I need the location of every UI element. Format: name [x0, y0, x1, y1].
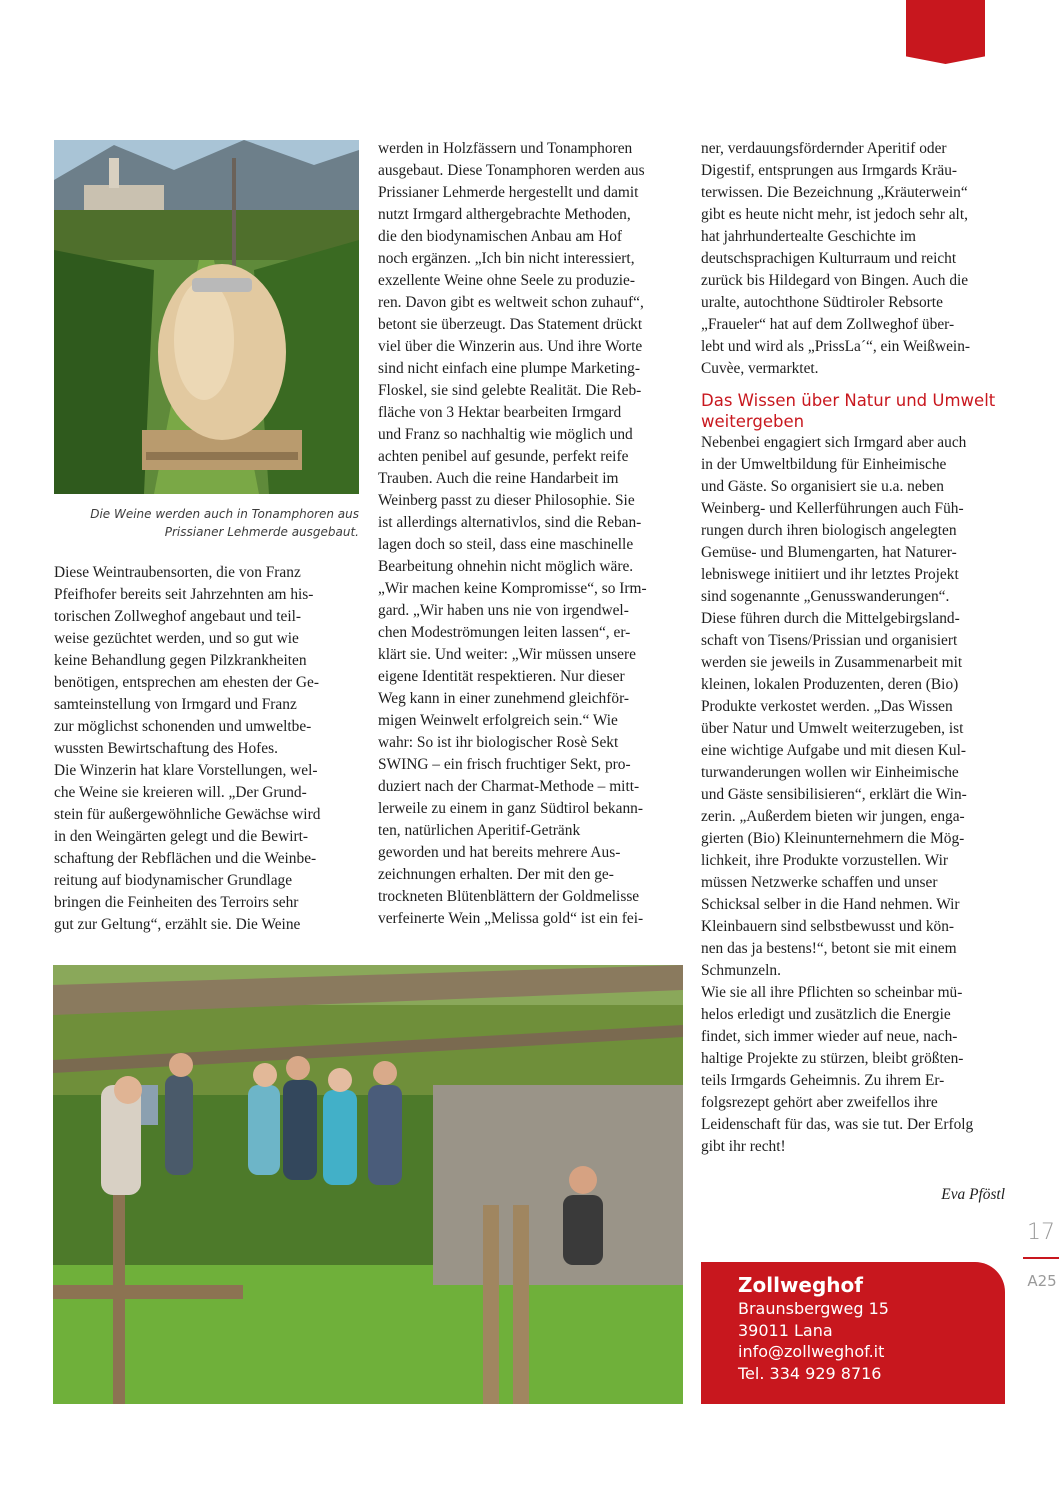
text-line: lerweile zu einem in ganz Südtirol bekann-: [378, 800, 643, 817]
contact-email[interactable]: info@zollweghof.it: [738, 1342, 885, 1361]
text-line: Nebenbei engagiert sich Irmgard aber auch: [701, 434, 967, 451]
text-line: wussten Bewirtschaftung des Hofes.: [54, 740, 278, 757]
author-byline: Eva Pföstl: [941, 1186, 1005, 1203]
text-line: geworden und hat bereits mehrere Aus-: [378, 844, 621, 861]
text-line: und Gäste. So organisiert sie u.a. neben: [701, 478, 944, 495]
text-line: nutzt Irmgard althergebrachte Methoden,: [378, 206, 631, 223]
text-line: Diese Weintraubensorten, die von Franz: [54, 564, 301, 581]
text-line: noch ergänzen. „Ich bin nicht interessiert,: [378, 250, 635, 267]
section-subheading: [701, 390, 1007, 432]
text-line: gut zur Geltung“, erzählt sie. Die Weine: [54, 916, 301, 933]
contact-phone[interactable]: Tel. 334 929 8716: [738, 1363, 882, 1383]
text-line: turwanderungen wollen wir Einheimische: [701, 764, 959, 781]
text-line: Cuvèe, vermarktet.: [701, 360, 819, 377]
text-line: terwissen. Die Bezeichnung „Kräuterwein“: [701, 184, 968, 201]
text-line: werden sie jeweils in Zusammenarbeit mit: [701, 654, 963, 671]
text-line: bringen die Feinheiten des Terroirs sehr: [54, 894, 299, 911]
text-line: fläche von 3 Hektar bearbeiten Irmgard: [378, 404, 622, 421]
text-line: che Weine sie kreieren will. „Der Grund-: [54, 784, 307, 801]
text-line: torischen Zollweghof angebaut und teil-: [54, 608, 302, 625]
page-code: A25: [1027, 1272, 1057, 1290]
text-line: lagen doch so steil, dass eine maschinelle: [378, 536, 634, 553]
text-line: Wie sie all ihre Pflichten so scheinbar mü-: [701, 984, 963, 1001]
text-line: teils Irmgards Geheimnis. Zu ihrem Er-: [701, 1072, 945, 1089]
text-line: exzellente Weine ohne Seele zu produzie-: [378, 272, 636, 289]
text-line: samteinstellung von Irmgard und Franz: [54, 696, 297, 713]
text-line: Weinberg- und Kellerführungen auch Füh-: [701, 500, 964, 517]
text-line: stein für außergewöhnliche Gewächse wird: [54, 806, 321, 823]
text-line: migen Weinwelt erfolgreich sein.“ Wie: [378, 712, 618, 729]
caption-line: Prissianer Lehmerde ausgebaut.: [164, 525, 359, 539]
text-line: schaft von Tisens/Prissian und organisiert: [701, 632, 958, 649]
group-photo: [53, 965, 683, 1404]
text-line: Produkte verkostet werden. „Das Wissen: [701, 698, 953, 715]
text-line: ten, natürlichen Aperitif-Getränk: [378, 822, 581, 839]
text-line: haltige Projekte zu stürzen, bleibt größten-: [701, 1050, 964, 1067]
text-line: Die Winzerin hat klare Vorstellungen, wel-: [54, 762, 318, 779]
text-line: folgsrezept gehört aber zweifellos ihre: [701, 1094, 938, 1111]
text-line: chen Modeströmungen leiten lassen“, er-: [378, 624, 631, 641]
text-line: ren. Davon gibt es weltweit schon zuhauf“,: [378, 294, 644, 311]
text-line: Kleinbauern sind selbstbewusst und kön-: [701, 918, 955, 935]
text-line: Leidenschaft für das, was sie tut. Der Erfolg: [701, 1116, 974, 1133]
contact-name: Zollweghof: [738, 1273, 863, 1297]
text-line: sind sogenannte „Genusswanderungen“.: [701, 588, 950, 605]
text-line: kleinen, lokalen Produzenten, deren (Bio): [701, 676, 959, 693]
text-line: rungen durch ihren biologisch angelegten: [701, 522, 957, 539]
text-line: reitung auf biodynamischer Grundlage: [54, 872, 293, 889]
text-line: keine Behandlung gegen Pilzkrankheiten: [54, 652, 307, 669]
text-line: gierten (Bio) Kleinunternehmern die Mög-: [701, 830, 965, 847]
text-line: müssen Netzwerke schaffen und unser: [701, 874, 938, 891]
text-line: weise gezüchtet werden, und so gut wie: [54, 630, 299, 647]
text-line: Bearbeitung ohnehin nicht möglich wäre.: [378, 558, 634, 575]
text-line: Floskel, sie sind gelebte Realität. Die Reb-: [378, 382, 642, 399]
text-line: lebniswege initiiert und ihr letztes Projekt: [701, 566, 959, 583]
contact-street: Braunsbergweg 15: [738, 1299, 889, 1318]
amphora-photo-caption: [54, 505, 359, 541]
text-line: zurück bis Hildegard von Bingen. Auch die: [701, 272, 969, 289]
text-line: findet, sich immer wieder auf neue, nach-: [701, 1028, 958, 1045]
text-line: Diese führen durch die Mittelgebirgsland-: [701, 610, 960, 627]
text-line: wahr: So ist ihr biologischer Rosè Sekt: [378, 734, 619, 751]
article-column-3: [701, 138, 1007, 1158]
text-line: gibt ihr recht!: [701, 1138, 786, 1155]
text-line: helos erledigt und zusätzlich die Energie: [701, 1006, 951, 1023]
text-line: gard. „Wir haben uns nie von irgendwel-: [378, 602, 629, 619]
text-line: achten penibel auf gesunde, perfekt reife: [378, 448, 629, 465]
text-line: verfeinerte Wein „Melissa gold“ ist ein fei-: [378, 910, 644, 927]
page-number: 17: [1027, 1220, 1055, 1245]
text-line: zerin. „Außerdem bieten wir jungen, enga-: [701, 808, 965, 825]
article-column-2: [378, 138, 684, 930]
subheading-line: Das Wissen über Natur und Umwelt: [701, 391, 996, 410]
text-line: ist allerdings alternativlos, sind die Reban-: [378, 514, 642, 531]
text-line: in den Weingärten gelegt und die Bewirt-: [54, 828, 309, 845]
text-line: eigene Identität respektieren. Nur dieser: [378, 668, 625, 685]
text-line: Weinberg passt zu dieser Philosophie. Sie: [378, 492, 635, 509]
text-line: duziert nach der Charmat-Methode – mitt-: [378, 778, 640, 795]
text-line: über Natur und Umwelt weiterzugeben, ist: [701, 720, 964, 737]
contact-city: 39011 Lana: [738, 1320, 833, 1340]
text-line: betont sie überzeugt. Das Statement drückt: [378, 316, 643, 333]
text-line: Weg kann in einer zunehmend gleichför-: [378, 690, 630, 707]
text-line: deutschsprachigen Kulturraum und reicht: [701, 250, 957, 267]
text-line: hat jahrhundertealte Geschichte im: [701, 228, 916, 245]
text-line: gibt es heute nicht mehr, ist jedoch sehr alt,: [701, 206, 968, 223]
text-line: klärt sie. Und weiter: „Wir müssen unsere: [378, 646, 636, 663]
text-line: Digestif, entsprungen aus Irmgards Kräu-: [701, 162, 958, 179]
text-line: ausgebaut. Diese Tonamphoren werden aus: [378, 162, 645, 179]
text-line: in der Umweltbildung für Einheimische: [701, 456, 947, 473]
caption-line: Die Weine werden auch in Tonamphoren aus: [90, 507, 359, 521]
amphora-photo: [54, 140, 359, 494]
text-line: viel über die Winzerin aus. Und ihre Worte: [378, 338, 643, 355]
text-line: „Fraueler“ hat auf dem Zollweghof über-: [701, 316, 955, 333]
text-line: Trauben. Auch die reine Handarbeit im: [378, 470, 619, 487]
text-line: Pfeifhofer bereits seit Jahrzehnten am his-: [54, 586, 314, 603]
text-line: lichkeit, ihre Produkte vorzustellen. Wir: [701, 852, 948, 869]
contact-box: [701, 1262, 1005, 1404]
text-line: lebt und wird als „PrissLa´“, ein Weißwein-: [701, 338, 971, 355]
text-line: zeichnungen erhalten. Der mit den ge-: [378, 866, 614, 883]
subheading-line: weitergeben: [701, 412, 805, 431]
text-line: uralte, autochthone Südtiroler Rebsorte: [701, 294, 943, 311]
red-corner-tab: [906, 0, 985, 64]
text-line: werden in Holzfässern und Tonamphoren: [378, 140, 633, 157]
text-line: Prissianer Lehmerde hergestellt und damit: [378, 184, 639, 201]
text-line: Schicksal selber in die Hand nehmen. Wir: [701, 896, 960, 913]
text-line: Schmunzeln.: [701, 962, 781, 979]
text-line: nen das ja bestens!“, betont sie mit einem: [701, 940, 957, 957]
text-line: und Gäste sensibilisieren“, erklärt die Win-: [701, 786, 967, 803]
article-column-1: [54, 562, 360, 936]
text-line: trockneten Blütenblättern der Goldmelisse: [378, 888, 640, 905]
text-line: Gemüse- und Blumengarten, hat Naturer-: [701, 544, 957, 561]
text-line: eine wichtige Aufgabe und mit diesen Kul-: [701, 742, 966, 759]
text-line: und Franz so nachhaltig wie möglich und: [378, 426, 633, 443]
text-line: SWING – ein frisch fruchtiger Sekt, pro-: [378, 756, 631, 773]
text-line: schaftung der Rebflächen und die Weinbe-: [54, 850, 317, 867]
text-line: sind nicht einfach eine plumpe Marketing-: [378, 360, 640, 377]
page-number-rule: [1023, 1257, 1059, 1259]
text-line: ner, verdauungsfördernder Aperitif oder: [701, 140, 947, 157]
text-line: „Wir machen keine Kompromisse“, so Irm-: [378, 580, 647, 597]
text-line: zur möglichst schonenden und umweltbe-: [54, 718, 312, 735]
text-line: benötigen, entsprechen am ehesten der Ge-: [54, 674, 319, 691]
text-line: die den biodynamischen Anbau am Hof: [378, 228, 623, 245]
